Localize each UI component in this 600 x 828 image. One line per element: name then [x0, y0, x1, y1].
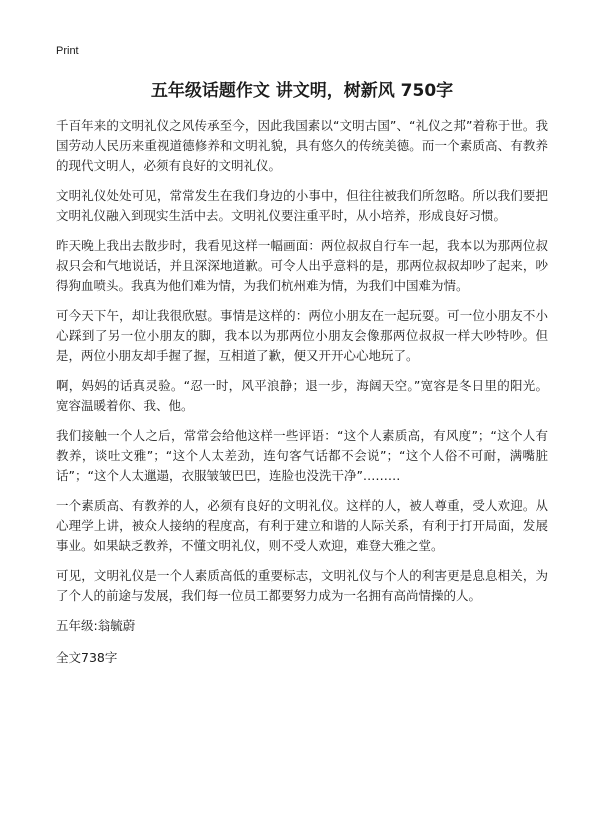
- print-link[interactable]: Print: [56, 45, 79, 57]
- paragraph-1: 千百年来的文明礼仪之风传承至今，因此我国素以“文明古国”、“礼仪之邦”着称于世。我国劳动人民历来重视道德修养和文明礼貌，具有悠久的传统美德。而一个素质高、有教养的现代文明人，必须有良好的文明礼仪。: [56, 118, 548, 173]
- paragraph-2: 文明礼仪处处可见，常常发生在我们身边的小事中，但往往被我们所忽略。所以我们要把文明礼仪融入到现实生活中去。文明礼仪要注重平时，从小培养，形成良好习惯。: [56, 188, 548, 223]
- paragraph-3: 昨天晚上我出去散步时，我看见这样一幅画面：两位叔叔自行车一起，我本以为那两位叔叔只会和气地说话，并且深深地道歉。可令人出乎意料的是，那两位叔叔却吵了起来，吵得狗血喷头。我真为他们难为情，为我们杭州难为情，为我们中国难为情。: [56, 238, 548, 293]
- word-count: 全文738字: [56, 650, 118, 665]
- page-title: 五年级话题作文 讲文明，树新风 750字: [150, 81, 454, 101]
- paragraph-8: 可见，文明礼仪是一个人素质高低的重要标志，文明礼仪与个人的利害更是息息相关，为了个人的前途与发展，我们每一位员工都要努力成为一名拥有高尚情操的人。: [56, 568, 548, 603]
- paragraph-4: 可今天下午，却让我很欣慰。事情是这样的：两位小朋友在一起玩耍。可一位小朋友不小心踩到了另一位小朋友的脚，我本以为那两位小朋友会像那两位叔叔一样大吵特吵。但是，两位小朋友却手握了握，互相道了歉，便又开开心心地玩了。: [56, 308, 548, 363]
- paragraph-5: 啊，妈妈的话真灵验。“忍一时，风平浪静；退一步，海阔天空。”宽容是冬日里的阳光。宽容温暖着你、我、他。: [56, 378, 548, 413]
- author-line: 五年级:翁毓蔚: [56, 618, 136, 633]
- paragraph-7: 一个素质高、有教养的人，必须有良好的文明礼仪。这样的人，被人尊重，受人欢迎。从心理学上讲，被众人接纳的程度高，有利于建立和谐的人际关系，有利于打开局面，发展事业。如果缺乏教养，不懂文明礼仪，则不受人欢迎，难登大雅之堂。: [56, 498, 548, 553]
- paragraph-6: 我们接触一个人之后，常常会给他这样一些评语：“这个人素质高，有风度”；“这个人有教养，谈吐文雅”；“这个人太差劲，连句客气话都不会说”；“这个人俗不可耐，满嘴脏话”；“这个人太邋遢，衣服皱皱巴巴，连脸也没洗干净”………: [56, 428, 548, 483]
- document-page: [56, 44, 548, 680]
